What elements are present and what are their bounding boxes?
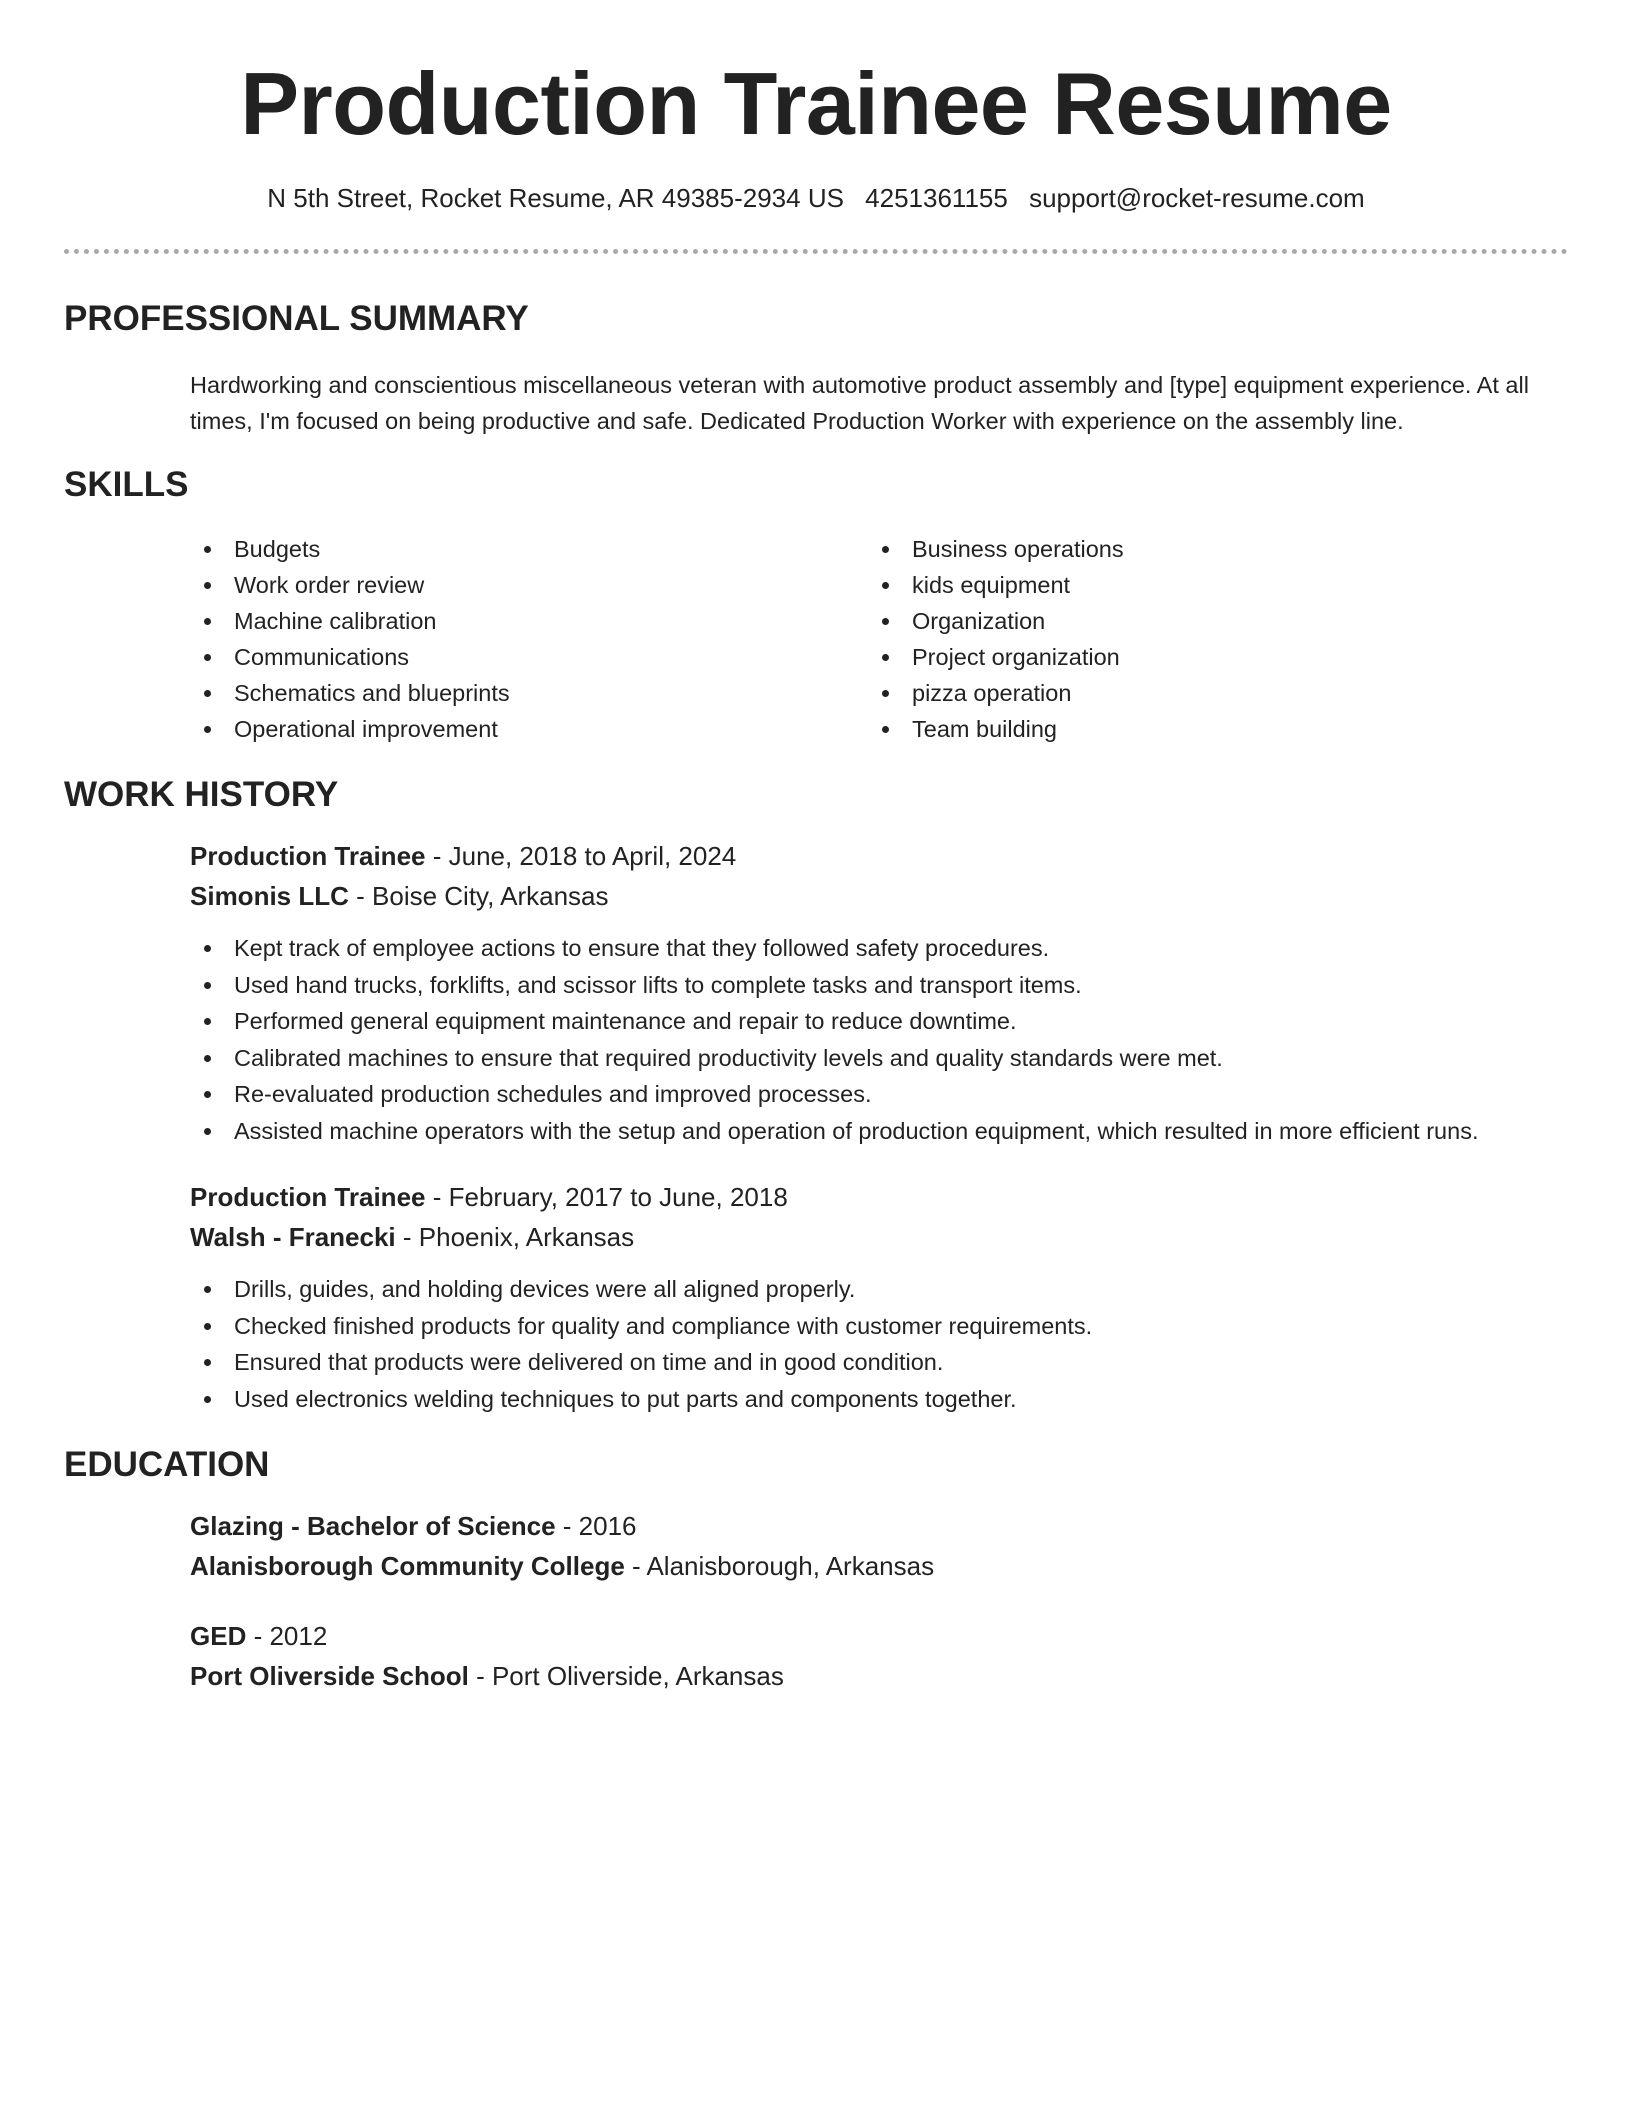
education-degree-line xyxy=(190,1618,327,1654)
skills-heading: SKILLS xyxy=(64,465,189,504)
education-location: - Port Oliverside, Arkansas xyxy=(468,1661,784,1691)
skill-item: Communications xyxy=(190,639,510,675)
job-duties-list xyxy=(190,930,1478,1149)
skills-list-right xyxy=(868,531,1124,747)
education-school-line xyxy=(190,1658,784,1694)
skill-item: Machine calibration xyxy=(190,603,510,639)
job-duty: Calibrated machines to ensure that required productivity levels and quality standards were met. xyxy=(190,1040,1478,1077)
skill-item: Schematics and blueprints xyxy=(190,675,510,711)
resume-title: Production Trainee Resume xyxy=(240,54,1392,153)
education-school-line xyxy=(190,1548,934,1584)
education-location: - Alanisborough, Arkansas xyxy=(624,1551,935,1581)
job-duty: Ensured that products were delivered on time and in good condition. xyxy=(190,1344,1092,1381)
skill-item: Budgets xyxy=(190,531,510,567)
contact-email: support@rocket-resume.com xyxy=(1029,183,1365,213)
skills-list-left xyxy=(190,531,510,747)
skill-item: Organization xyxy=(868,603,1124,639)
job-company-line xyxy=(190,878,609,914)
job-title-line xyxy=(190,1179,788,1215)
job-duty: Performed general equipment maintenance and repair to reduce downtime. xyxy=(190,1003,1478,1040)
contact-phone: 4251361155 xyxy=(865,183,1008,213)
skill-item: Business operations xyxy=(868,531,1124,567)
education-year: - 2012 xyxy=(246,1621,328,1651)
header-divider xyxy=(64,249,1568,254)
education-school: Port Oliverside School xyxy=(190,1661,469,1691)
education-degree-line xyxy=(190,1508,637,1544)
skill-item: Project organization xyxy=(868,639,1124,675)
education-degree: GED xyxy=(190,1621,247,1651)
skill-item: Operational improvement xyxy=(190,711,510,747)
job-title: Production Trainee xyxy=(190,1182,426,1212)
job-title: Production Trainee xyxy=(190,841,426,871)
job-location: - Phoenix, Arkansas xyxy=(395,1222,635,1252)
education-heading: EDUCATION xyxy=(64,1445,270,1484)
contact-address: N 5th Street, Rocket Resume, AR 49385-2934 US xyxy=(267,183,844,213)
job-duty: Used electronics welding techniques to put parts and components together. xyxy=(190,1381,1092,1418)
job-duty: Used hand trucks, forklifts, and scissor lifts to complete tasks and transport items. xyxy=(190,967,1478,1004)
skill-item: pizza operation xyxy=(868,675,1124,711)
job-duty: Drills, guides, and holding devices were all aligned properly. xyxy=(190,1271,1092,1308)
job-duty: Assisted machine operators with the setup and operation of production equipment, which resulted in more efficient runs. xyxy=(190,1113,1478,1150)
skill-item: Work order review xyxy=(190,567,510,603)
job-location: - Boise City, Arkansas xyxy=(348,881,609,911)
job-dates: - June, 2018 to April, 2024 xyxy=(425,841,737,871)
education-school: Alanisborough Community College xyxy=(190,1551,625,1581)
work-history-heading: WORK HISTORY xyxy=(64,775,339,814)
job-duty: Checked finished products for quality and compliance with customer requirements. xyxy=(190,1308,1092,1345)
contact-info xyxy=(0,180,1632,216)
job-company-line xyxy=(190,1219,634,1255)
job-company: Simonis LLC xyxy=(190,881,349,911)
summary-text: Hardworking and conscientious miscellaneous veteran with automotive product assembly and [type] equipment experience. At all times, I'm focused on being productive and safe. Dedicated Production Worker with experience on the assembly line. xyxy=(190,372,1529,434)
job-title-line xyxy=(190,838,736,874)
education-year: - 2016 xyxy=(555,1511,637,1541)
job-company: Walsh - Franecki xyxy=(190,1222,396,1252)
skill-item: Team building xyxy=(868,711,1124,747)
job-dates: - February, 2017 to June, 2018 xyxy=(425,1182,788,1212)
summary-heading: PROFESSIONAL SUMMARY xyxy=(64,299,529,338)
job-duty: Re-evaluated production schedules and improved processes. xyxy=(190,1076,1478,1113)
education-degree: Glazing - Bachelor of Science xyxy=(190,1511,556,1541)
skill-item: kids equipment xyxy=(868,567,1124,603)
job-duty: Kept track of employee actions to ensure that they followed safety procedures. xyxy=(190,930,1478,967)
job-duties-list xyxy=(190,1271,1092,1417)
